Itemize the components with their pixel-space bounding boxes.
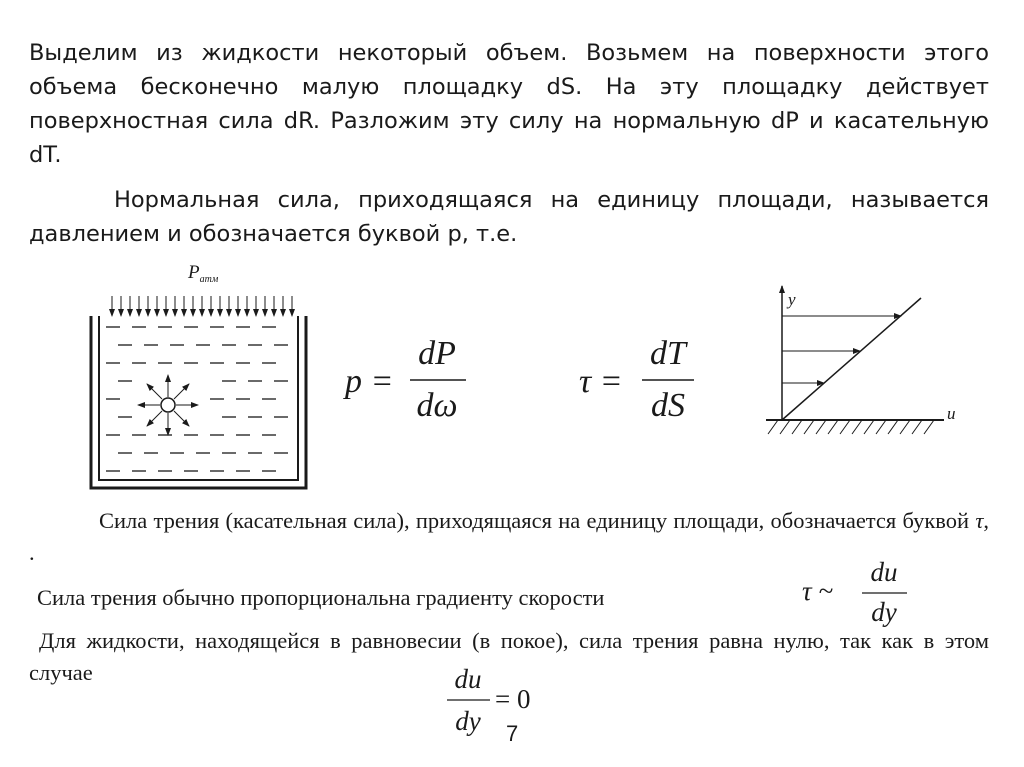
shear-formula	[579, 335, 694, 424]
zero-formula-rhs: = 0	[495, 684, 531, 714]
friction-definition-text: Сила трения (касательная сила), приходящаяся на единицу площади, обозначается буквой	[99, 508, 976, 533]
hatch-line	[888, 420, 898, 434]
hatch-line	[816, 420, 826, 434]
hatch-line	[864, 420, 874, 434]
page-number: 7	[506, 721, 519, 746]
pressure-definition-paragraph: Нормальная сила, приходящаяся на единицу площади, называется давлением и обозначается буквой р, т.е.	[29, 187, 989, 247]
vessel-outer-wall	[91, 316, 306, 488]
friction-definition-end: , .	[29, 508, 989, 565]
wall-hatching	[768, 420, 934, 434]
pressure-formula	[343, 335, 466, 424]
pressure-formula-lhs: p =	[345, 363, 394, 400]
y-axis-label: y	[788, 290, 796, 309]
pressure-formula-numerator: dP	[418, 335, 456, 372]
equilibrium-paragraph: Для жидкости, находящейся в равновесии (в покое), сила трения равна нулю, так как в этом случае	[29, 628, 989, 685]
x-axis-label: u	[947, 404, 956, 423]
gradient-formula-numerator: du	[870, 557, 898, 587]
zero-formula-denominator: dy	[455, 706, 481, 736]
hatch-line	[804, 420, 814, 434]
gradient-formula-denominator: dy	[871, 597, 897, 627]
shear-formula-numerator: dT	[650, 335, 686, 372]
tau-symbol: τ	[975, 508, 984, 533]
shear-formula-lhs: τ =	[579, 363, 623, 400]
friction-gradient-paragraph: Сила трения обычно пропорциональна градиенту скорости	[37, 585, 605, 610]
hatch-line	[924, 420, 934, 434]
intro-paragraph: Выделим из жидкости некоторый объем. Возьмем на поверхности этого объема бесконечно малую площадку dS. На эту площадку действует поверхностная сила dR. Разложим эту силу на нормальную dP и касательную dT.	[29, 40, 989, 168]
liquid-dashes	[106, 327, 288, 471]
hatch-line	[828, 420, 838, 434]
shear-formula-denominator: dS	[651, 387, 685, 424]
gradient-formula-lhs: τ ~	[802, 576, 834, 606]
hatch-line	[780, 420, 790, 434]
hatch-line	[900, 420, 910, 434]
hatch-line	[876, 420, 886, 434]
zero-formula-numerator: du	[454, 664, 482, 694]
hatch-line	[792, 420, 802, 434]
fluid-particle	[161, 398, 175, 412]
pressure-formula-denominator: dω	[416, 387, 458, 424]
velocity-profile-figure	[766, 286, 956, 434]
zero-gradient-formula	[447, 664, 530, 736]
atm-pressure-label: $P_{атм}$	[188, 262, 219, 285]
hatch-line	[768, 420, 778, 434]
hatch-line	[840, 420, 850, 434]
vessel-figure	[91, 262, 306, 488]
gradient-formula	[802, 557, 907, 627]
hatch-line	[912, 420, 922, 434]
vessel-inner-wall	[99, 316, 298, 480]
hatch-line	[852, 420, 862, 434]
pressure-arrows	[112, 296, 292, 316]
